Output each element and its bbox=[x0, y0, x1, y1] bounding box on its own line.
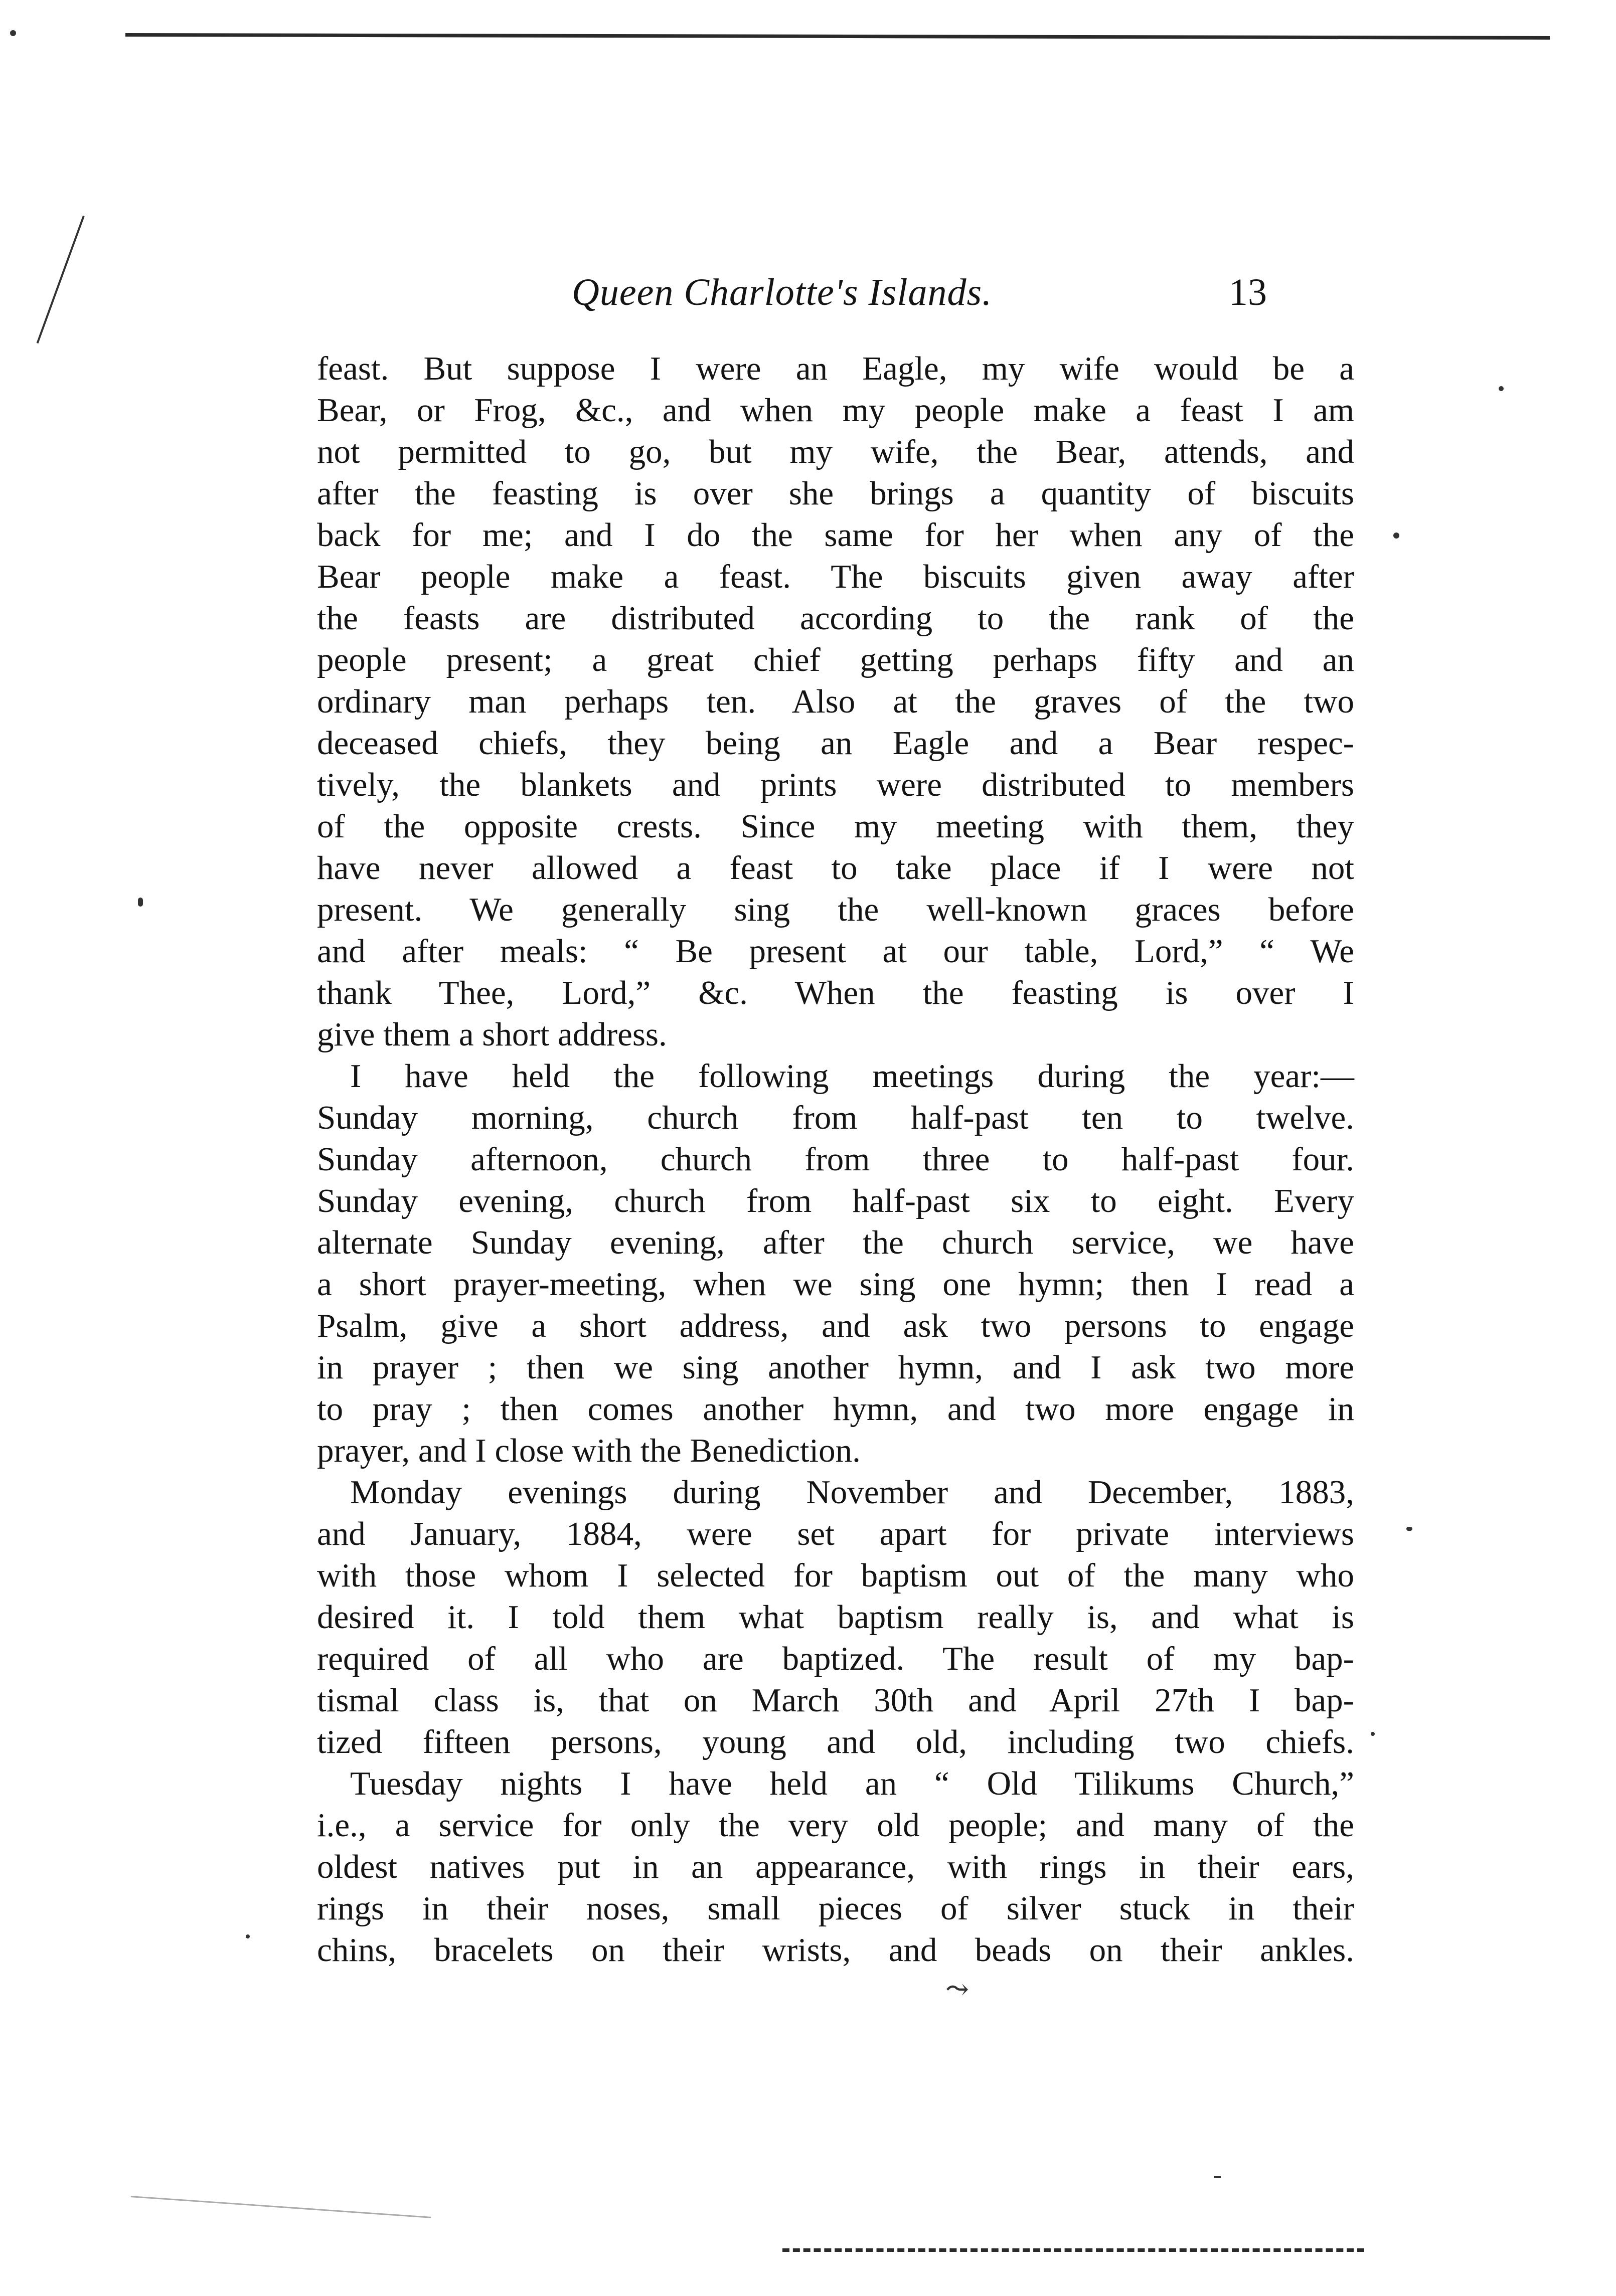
paragraph bbox=[317, 1055, 1354, 1472]
text-line: tismal class is, that on March 30th and April 27th I bap- bbox=[317, 1682, 1354, 1719]
body-text bbox=[317, 348, 1354, 1971]
text-line: people present; a great chief getting perhaps fifty and an bbox=[317, 641, 1354, 678]
text-line: Monday evenings during November and December, 1883, bbox=[350, 1474, 1354, 1511]
text-line: Psalm, give a short address, and ask two persons to engage bbox=[317, 1307, 1354, 1344]
scan-speck bbox=[246, 1934, 250, 1938]
text-line: Sunday morning, church from half-past ten to twelve. bbox=[317, 1099, 1354, 1136]
text-line: and after meals: “ Be present at our table, Lord,” “ We bbox=[317, 933, 1354, 970]
text-line: not permitted to go, but my wife, the Bear, attends, and bbox=[317, 433, 1354, 470]
scan-speck bbox=[1214, 2176, 1221, 2178]
scan-speck bbox=[131, 2196, 431, 2218]
footer-mark: ⤳ bbox=[945, 1974, 969, 2005]
scan-speck bbox=[1371, 1732, 1375, 1736]
paragraph bbox=[317, 348, 1354, 1055]
text-line: have never allowed a feast to take place if I were not bbox=[317, 849, 1354, 887]
text-line: of the opposite crests. Since my meeting with them, they bbox=[317, 808, 1354, 845]
text-line: tively, the blankets and prints were distributed to members bbox=[317, 766, 1354, 803]
scan-rule-bottom bbox=[782, 2248, 1364, 2252]
text-line: oldest natives put in an appearance, with rings in their ears, bbox=[317, 1848, 1354, 1885]
text-line: tized fifteen persons, young and old, including two chiefs. bbox=[317, 1723, 1354, 1760]
running-title: Queen Charlotte's Islands. bbox=[572, 271, 993, 313]
text-line: Sunday afternoon, church from three to half-past four. bbox=[317, 1141, 1354, 1178]
text-line: Tuesday nights I have held an “ Old Tilikums Church,” bbox=[350, 1765, 1354, 1802]
text-line: Bear people make a feast. The biscuits given away after bbox=[317, 558, 1354, 595]
page-header bbox=[572, 261, 1374, 321]
scan-rule-top bbox=[125, 33, 1550, 40]
text-line: Sunday evening, church from half-past six to eight. Every bbox=[317, 1182, 1354, 1219]
scan-speck bbox=[1499, 386, 1504, 391]
text-line: deceased chiefs, they being an Eagle and a Bear respec- bbox=[317, 725, 1354, 762]
text-line: in prayer ; then we sing another hymn, and I ask two more bbox=[317, 1349, 1354, 1386]
text-line: prayer, and I close with the Benediction. bbox=[317, 1432, 861, 1469]
page-number: 13 bbox=[1229, 271, 1267, 313]
text-line: rings in their noses, small pieces of silver stuck in their bbox=[317, 1890, 1354, 1927]
text-line: alternate Sunday evening, after the church service, we have bbox=[317, 1224, 1354, 1261]
text-line: with those whom I selected for baptism out of the many who bbox=[317, 1557, 1354, 1594]
text-line: give them a short address. bbox=[317, 1016, 667, 1053]
text-line: ordinary man perhaps ten. Also at the graves of the two bbox=[317, 683, 1354, 720]
text-line: to pray ; then comes another hymn, and two more engage in bbox=[317, 1390, 1354, 1428]
text-line: chins, bracelets on their wrists, and beads on their ankles. bbox=[317, 1931, 1354, 1969]
text-line: present. We generally sing the well-known graces before bbox=[317, 891, 1354, 928]
text-line: after the feasting is over she brings a quantity of biscuits bbox=[317, 475, 1354, 512]
text-line: the feasts are distributed according to the rank of the bbox=[317, 600, 1354, 637]
scan-speck bbox=[138, 898, 143, 907]
text-line: back for me; and I do the same for her when any of the bbox=[317, 516, 1354, 554]
text-line: and January, 1884, were set apart for private interviews bbox=[317, 1515, 1354, 1552]
paragraph bbox=[317, 1763, 1354, 1971]
text-line: Bear, or Frog, &c., and when my people make a feast I am bbox=[317, 392, 1354, 429]
scan-speck bbox=[1406, 1527, 1412, 1531]
text-line: desired it. I told them what baptism really is, and what is bbox=[317, 1599, 1354, 1636]
text-line: i.e., a service for only the very old people; and many of the bbox=[317, 1807, 1354, 1844]
margin-pencil-line bbox=[37, 216, 85, 343]
scan-speck bbox=[1393, 533, 1399, 539]
paragraph bbox=[317, 1472, 1354, 1763]
scan-speck bbox=[10, 30, 16, 36]
text-line: a short prayer-meeting, when we sing one hymn; then I read a bbox=[317, 1266, 1354, 1303]
text-line: feast. But suppose I were an Eagle, my wife would be a bbox=[317, 350, 1354, 387]
text-line: thank Thee, Lord,” &c. When the feasting is over I bbox=[317, 974, 1354, 1011]
text-line: required of all who are baptized. The result of my bap- bbox=[317, 1640, 1354, 1677]
text-line: I have held the following meetings during the year:— bbox=[350, 1057, 1354, 1095]
